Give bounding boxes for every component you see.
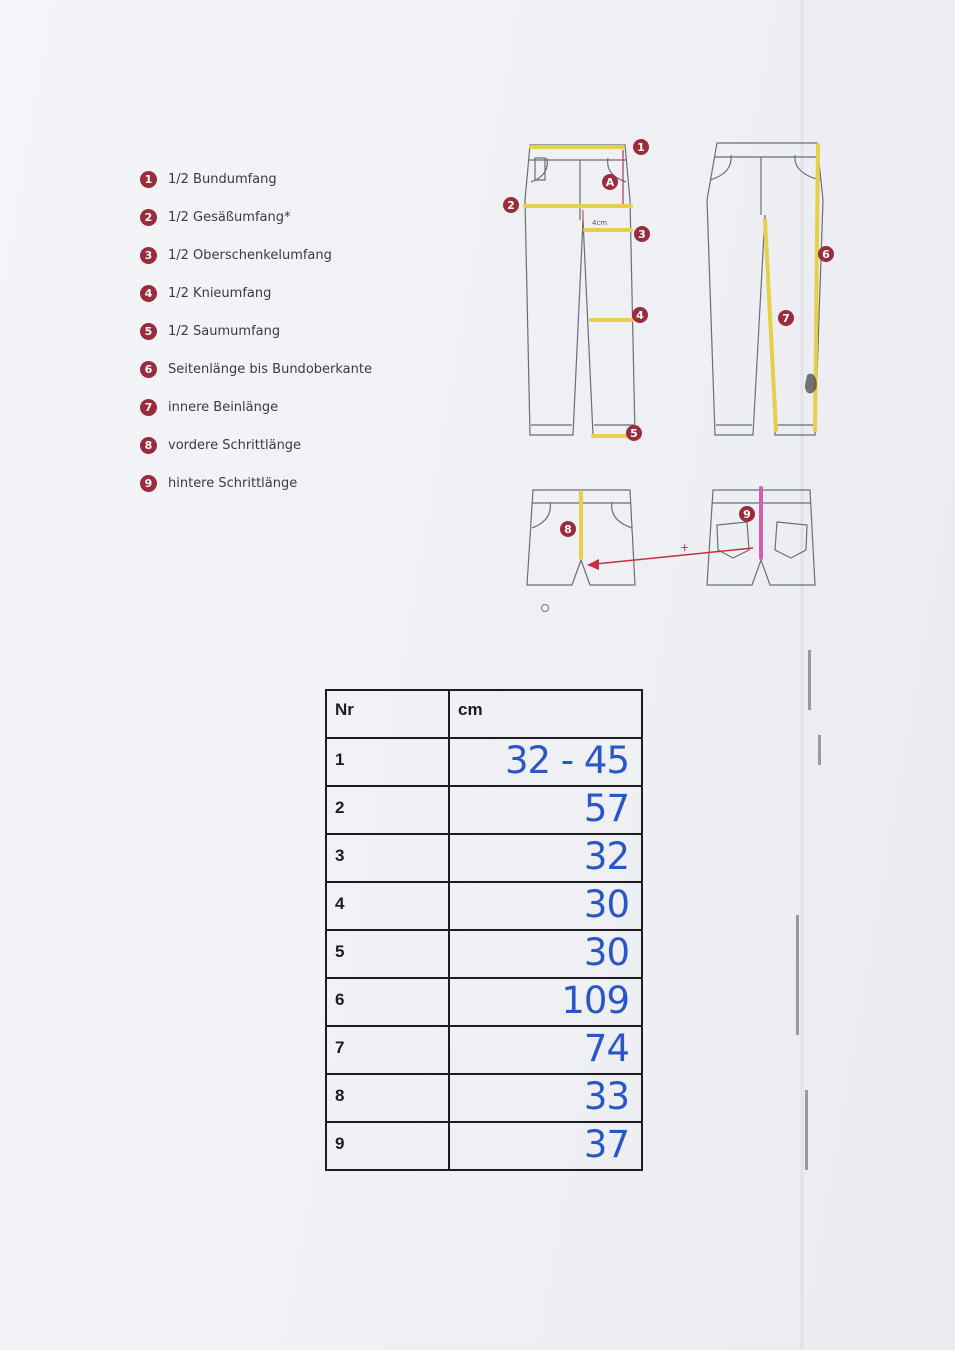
table-row [326,786,642,834]
marker-label: 6 [822,248,830,261]
header-nr: Nr [326,690,449,738]
marker-label: 8 [564,523,572,536]
number-badge: 5 [140,323,157,340]
table-row [326,882,642,930]
arrow-plus: + [680,541,690,554]
legend-label: 1/2 Knieumfang [168,285,272,301]
marker-a-label: A [605,176,615,189]
number-badge: 4 [140,285,157,302]
number-badge: 6 [140,361,157,378]
legend-label: hintere Schrittlänge [168,475,298,491]
marker-label: 4 [636,309,644,322]
marker-label: 3 [638,228,646,241]
number-badge: 9 [140,475,157,492]
jeans-measurement-diagram [495,130,845,620]
nr-cell: 3 [326,834,449,882]
front-jeans-outline [525,145,635,435]
table-row [326,1122,642,1170]
nr-cell: 8 [326,1074,449,1122]
legend-item [140,282,271,304]
measurement-lines [525,145,818,558]
marker-label: 1 [637,141,645,154]
cm-cell: 30 [449,930,642,978]
cm-cell: 109 [449,978,642,1026]
nr-cell: 2 [326,786,449,834]
arrow-head [587,559,599,570]
cm-cell: 57 [449,786,642,834]
legend-label: 1/2 Gesäßumfang* [168,209,291,225]
legend-label: 1/2 Bundumfang [168,171,277,187]
legend-label: 1/2 Oberschenkelumfang [168,247,332,263]
table-row [326,978,642,1026]
table-row [326,1026,642,1074]
scan-mark [805,1090,808,1170]
scan-mark [808,650,811,710]
header-cm: cm [449,690,642,738]
table-row [326,834,642,882]
number-badge: 8 [140,437,157,454]
nr-cell: 5 [326,930,449,978]
table-row [326,738,642,786]
nr-cell: 4 [326,882,449,930]
offset-label: 4cm [592,219,608,227]
nr-cell: 6 [326,978,449,1026]
marker-label: 5 [630,427,638,440]
nr-cell: 9 [326,1122,449,1170]
legend-item [140,168,277,190]
legend-item [140,358,372,380]
legend-item [140,320,280,342]
scan-mark [818,735,821,765]
legend-label: vordere Schrittlänge [168,437,302,453]
table-header-row [326,690,642,738]
number-badge: 1 [140,171,157,188]
legend-label: Seitenlänge bis Bundoberkante [168,361,372,377]
cm-cell: 32 - 45 [449,738,642,786]
marker-label: 7 [782,312,790,325]
number-badge: 7 [140,399,157,416]
marker-label: 9 [743,508,751,521]
diagram-markers [503,139,834,537]
cm-cell: 33 [449,1074,642,1122]
legend-label: innere Beinlänge [168,399,279,415]
side-jeans-outline [707,143,823,435]
size-table [325,689,643,1171]
table-row [326,1074,642,1122]
number-badge: 2 [140,209,157,226]
legend-label: 1/2 Saumumfang [168,323,281,339]
nr-cell: 7 [326,1026,449,1074]
ink-smudge [542,605,549,612]
cm-cell: 74 [449,1026,642,1074]
legend-item [140,396,278,418]
marker-label: 2 [507,199,515,212]
scan-mark [796,915,799,1035]
cm-cell: 37 [449,1122,642,1170]
cm-cell: 32 [449,834,642,882]
legend-item [140,434,301,456]
nr-cell: 1 [326,738,449,786]
legend-item [140,472,297,494]
cm-cell: 30 [449,882,642,930]
legend-item [140,244,332,266]
legend-item [140,206,291,228]
table-row [326,930,642,978]
number-badge: 3 [140,247,157,264]
